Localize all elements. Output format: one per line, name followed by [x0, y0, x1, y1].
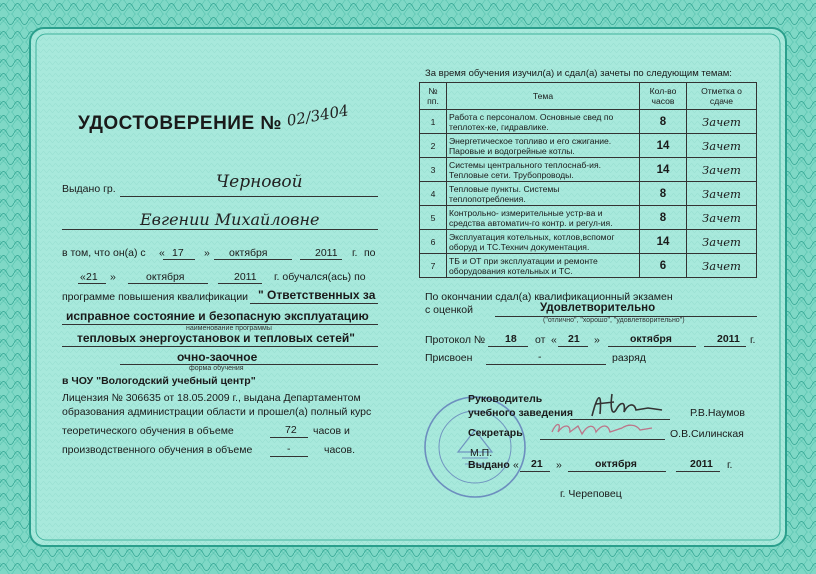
to-day: 21	[86, 271, 98, 283]
from-day-underline	[163, 259, 195, 260]
recipient-name: Евгении Михайловне	[140, 210, 320, 229]
row-hours: 8	[640, 182, 687, 206]
protocol-number-underline	[488, 346, 528, 347]
to-quote-open: «	[80, 271, 86, 283]
table-row	[420, 110, 757, 134]
protocol-day: 21	[568, 333, 580, 345]
protocol-month-underline	[608, 346, 696, 347]
protocol-label: Протокол №	[425, 334, 486, 346]
studied-label: г. обучался(ась) по	[274, 271, 366, 283]
to-quote-close: »	[110, 271, 116, 283]
row-topic: Эксплуатация котельных, котлов,вспомог оборуд и ТС.Технич документация.	[447, 230, 640, 254]
recipient-surname: Черновой	[216, 172, 303, 192]
practice-hours: -	[287, 443, 291, 455]
issued-day-underline	[520, 471, 550, 472]
to-year-underline	[218, 283, 262, 284]
theory-hours: 72	[285, 424, 297, 436]
row-num: 6	[420, 230, 447, 254]
row-topic: Работа с персоналом. Основные свед по теплотех-ке, гидравлике.	[447, 110, 640, 134]
practice-hours-unit: часов.	[324, 444, 356, 456]
study-form: очно-заочное	[177, 350, 258, 364]
that-label: в том, что он(а) с	[62, 247, 146, 259]
protocol-month: октября	[630, 333, 672, 345]
license-line-2: образования администрации области и прошел(а) полный курс	[62, 406, 372, 418]
from-year: 2011	[315, 247, 338, 259]
from-quote-open: «	[159, 247, 165, 259]
head-label-1: Руководитель	[468, 393, 543, 405]
table-row	[420, 230, 757, 254]
issued-to-label: Выдано гр.	[62, 183, 116, 195]
to-month-underline	[128, 283, 208, 284]
row-mark: Зачет	[687, 182, 757, 206]
row-num: 3	[420, 158, 447, 182]
table-intro: За время обучения изучил(а) и сдал(а) зачеты по следующим темам:	[425, 68, 732, 79]
row-hours: 8	[640, 206, 687, 230]
row-mark: Зачет	[687, 230, 757, 254]
protocol-year-label: г.	[750, 334, 756, 346]
protocol-quote-open: «	[551, 334, 557, 346]
program-line-2: исправное состояние и безопасную эксплуатацию	[66, 309, 369, 323]
exam-line-2: с оценкой	[425, 304, 473, 316]
to-year: 2011	[234, 271, 257, 283]
assigned-value: -	[538, 351, 542, 363]
issued-year-label: г.	[727, 459, 733, 471]
head-label-2: учебного заведения	[468, 407, 573, 419]
from-year-label: г.	[352, 247, 358, 259]
to-label: по	[364, 247, 376, 259]
to-day-underline	[78, 283, 106, 284]
row-num: 7	[420, 254, 447, 278]
city: г. Череповец	[560, 488, 622, 500]
license-line-1: Лицензия № 306635 от 18.05.2009 г., выдана Департаментом	[62, 392, 361, 404]
name-underline	[62, 229, 378, 230]
institution-name: в ЧОУ "Вологодский учебный центр"	[62, 375, 256, 387]
from-day: 17	[172, 247, 184, 259]
issued-year-underline	[676, 471, 720, 472]
secretary-signature	[548, 416, 658, 440]
secretary-label: Секретарь	[468, 427, 523, 439]
row-mark: Зачет	[687, 206, 757, 230]
table-row	[420, 254, 757, 278]
row-topic: Системы центрального теплоснаб-ия. Тепловые сети. Трубопроводы.	[447, 158, 640, 182]
to-month: октября	[146, 271, 185, 283]
grade-caption: ("отлично", "хорошо", "удовлетворительно")	[543, 317, 685, 324]
from-month-underline	[214, 259, 292, 260]
exam-line-1: По окончании сдал(а) квалификационный экзамен	[425, 291, 673, 303]
protocol-number: 18	[505, 333, 517, 345]
table-row	[420, 158, 757, 182]
from-quote-close: »	[204, 247, 210, 259]
from-month: октября	[229, 247, 268, 259]
col-num-header: № пп.	[420, 83, 447, 110]
head-name: Р.В.Наумов	[690, 407, 745, 419]
subjects-table-header	[420, 83, 757, 110]
program-underline-3	[62, 346, 378, 347]
row-mark: Зачет	[687, 134, 757, 158]
assigned-underline	[486, 364, 606, 365]
issued-month: октября	[595, 458, 637, 470]
protocol-from: от	[535, 334, 546, 346]
form-caption: форма обучения	[189, 365, 244, 372]
practice-hours-underline	[270, 456, 308, 457]
row-hours: 14	[640, 158, 687, 182]
table-row	[420, 206, 757, 230]
row-topic: Тепловые пункты. Системы теплопотребления.	[447, 182, 640, 206]
col-mark-header: Отметка о сдаче	[687, 83, 757, 110]
protocol-year-underline	[704, 346, 746, 347]
issued-year: 2011	[690, 458, 713, 470]
issued-quote-close: »	[556, 459, 562, 471]
surname-underline	[120, 196, 378, 197]
row-num: 4	[420, 182, 447, 206]
issued-day: 21	[531, 458, 543, 470]
issued-month-underline	[568, 471, 666, 472]
issued-quote-open: «	[513, 459, 519, 471]
row-topic: ТБ и ОТ при эксплуатации и ремонте оборудования котельных и ТС.	[447, 254, 640, 278]
from-year-underline	[300, 259, 342, 260]
row-hours: 6	[640, 254, 687, 278]
practice-label: производственного обучения в объеме	[62, 444, 253, 456]
row-mark: Зачет	[687, 158, 757, 182]
seal-place: М.П.	[470, 447, 493, 459]
row-topic: Контрольно- измерительные устр-ва и средства автоматич-го контр. и регул-ия.	[447, 206, 640, 230]
row-topic: Энергетическое топливо и его сжигание. Паровые и водогрейные котлы.	[447, 134, 640, 158]
row-num: 2	[420, 134, 447, 158]
program-caption: наименование программы	[186, 325, 272, 332]
protocol-day-underline	[558, 346, 588, 347]
row-mark: Зачет	[687, 110, 757, 134]
row-num: 5	[420, 206, 447, 230]
program-underline-1	[250, 303, 378, 304]
col-hours-header: Кол-во часов	[640, 83, 687, 110]
protocol-year: 2011	[717, 333, 740, 345]
assigned-label: Присвоен	[425, 352, 473, 364]
exam-grade: Удовлетворительно	[540, 302, 656, 314]
rank-label: разряд	[612, 352, 646, 364]
table-row	[420, 182, 757, 206]
row-num: 1	[420, 110, 447, 134]
form-underline	[120, 364, 378, 365]
program-label: программе повышения квалификации	[62, 291, 249, 303]
certificate-number: 02/3404	[285, 101, 350, 130]
issued-label: Выдано	[468, 459, 510, 471]
certificate-title: УДОСТОВЕРЕНИЕ №	[78, 113, 283, 134]
program-line-1: " Ответственных за	[258, 288, 376, 302]
row-hours: 14	[640, 230, 687, 254]
col-topic-header: Тема	[447, 83, 640, 110]
table-row	[420, 134, 757, 158]
row-mark: Зачет	[687, 254, 757, 278]
secretary-name: О.В.Силинская	[670, 428, 744, 440]
protocol-quote-close: »	[594, 334, 600, 346]
theory-hours-underline	[270, 437, 308, 438]
theory-label: теоретического обучения в объеме	[62, 425, 234, 437]
row-hours: 8	[640, 110, 687, 134]
row-hours: 14	[640, 134, 687, 158]
theory-hours-unit: часов и	[313, 425, 350, 437]
program-line-3: тепловых энергоустановок и тепловых сетей"	[77, 331, 355, 345]
subjects-table	[419, 82, 757, 278]
